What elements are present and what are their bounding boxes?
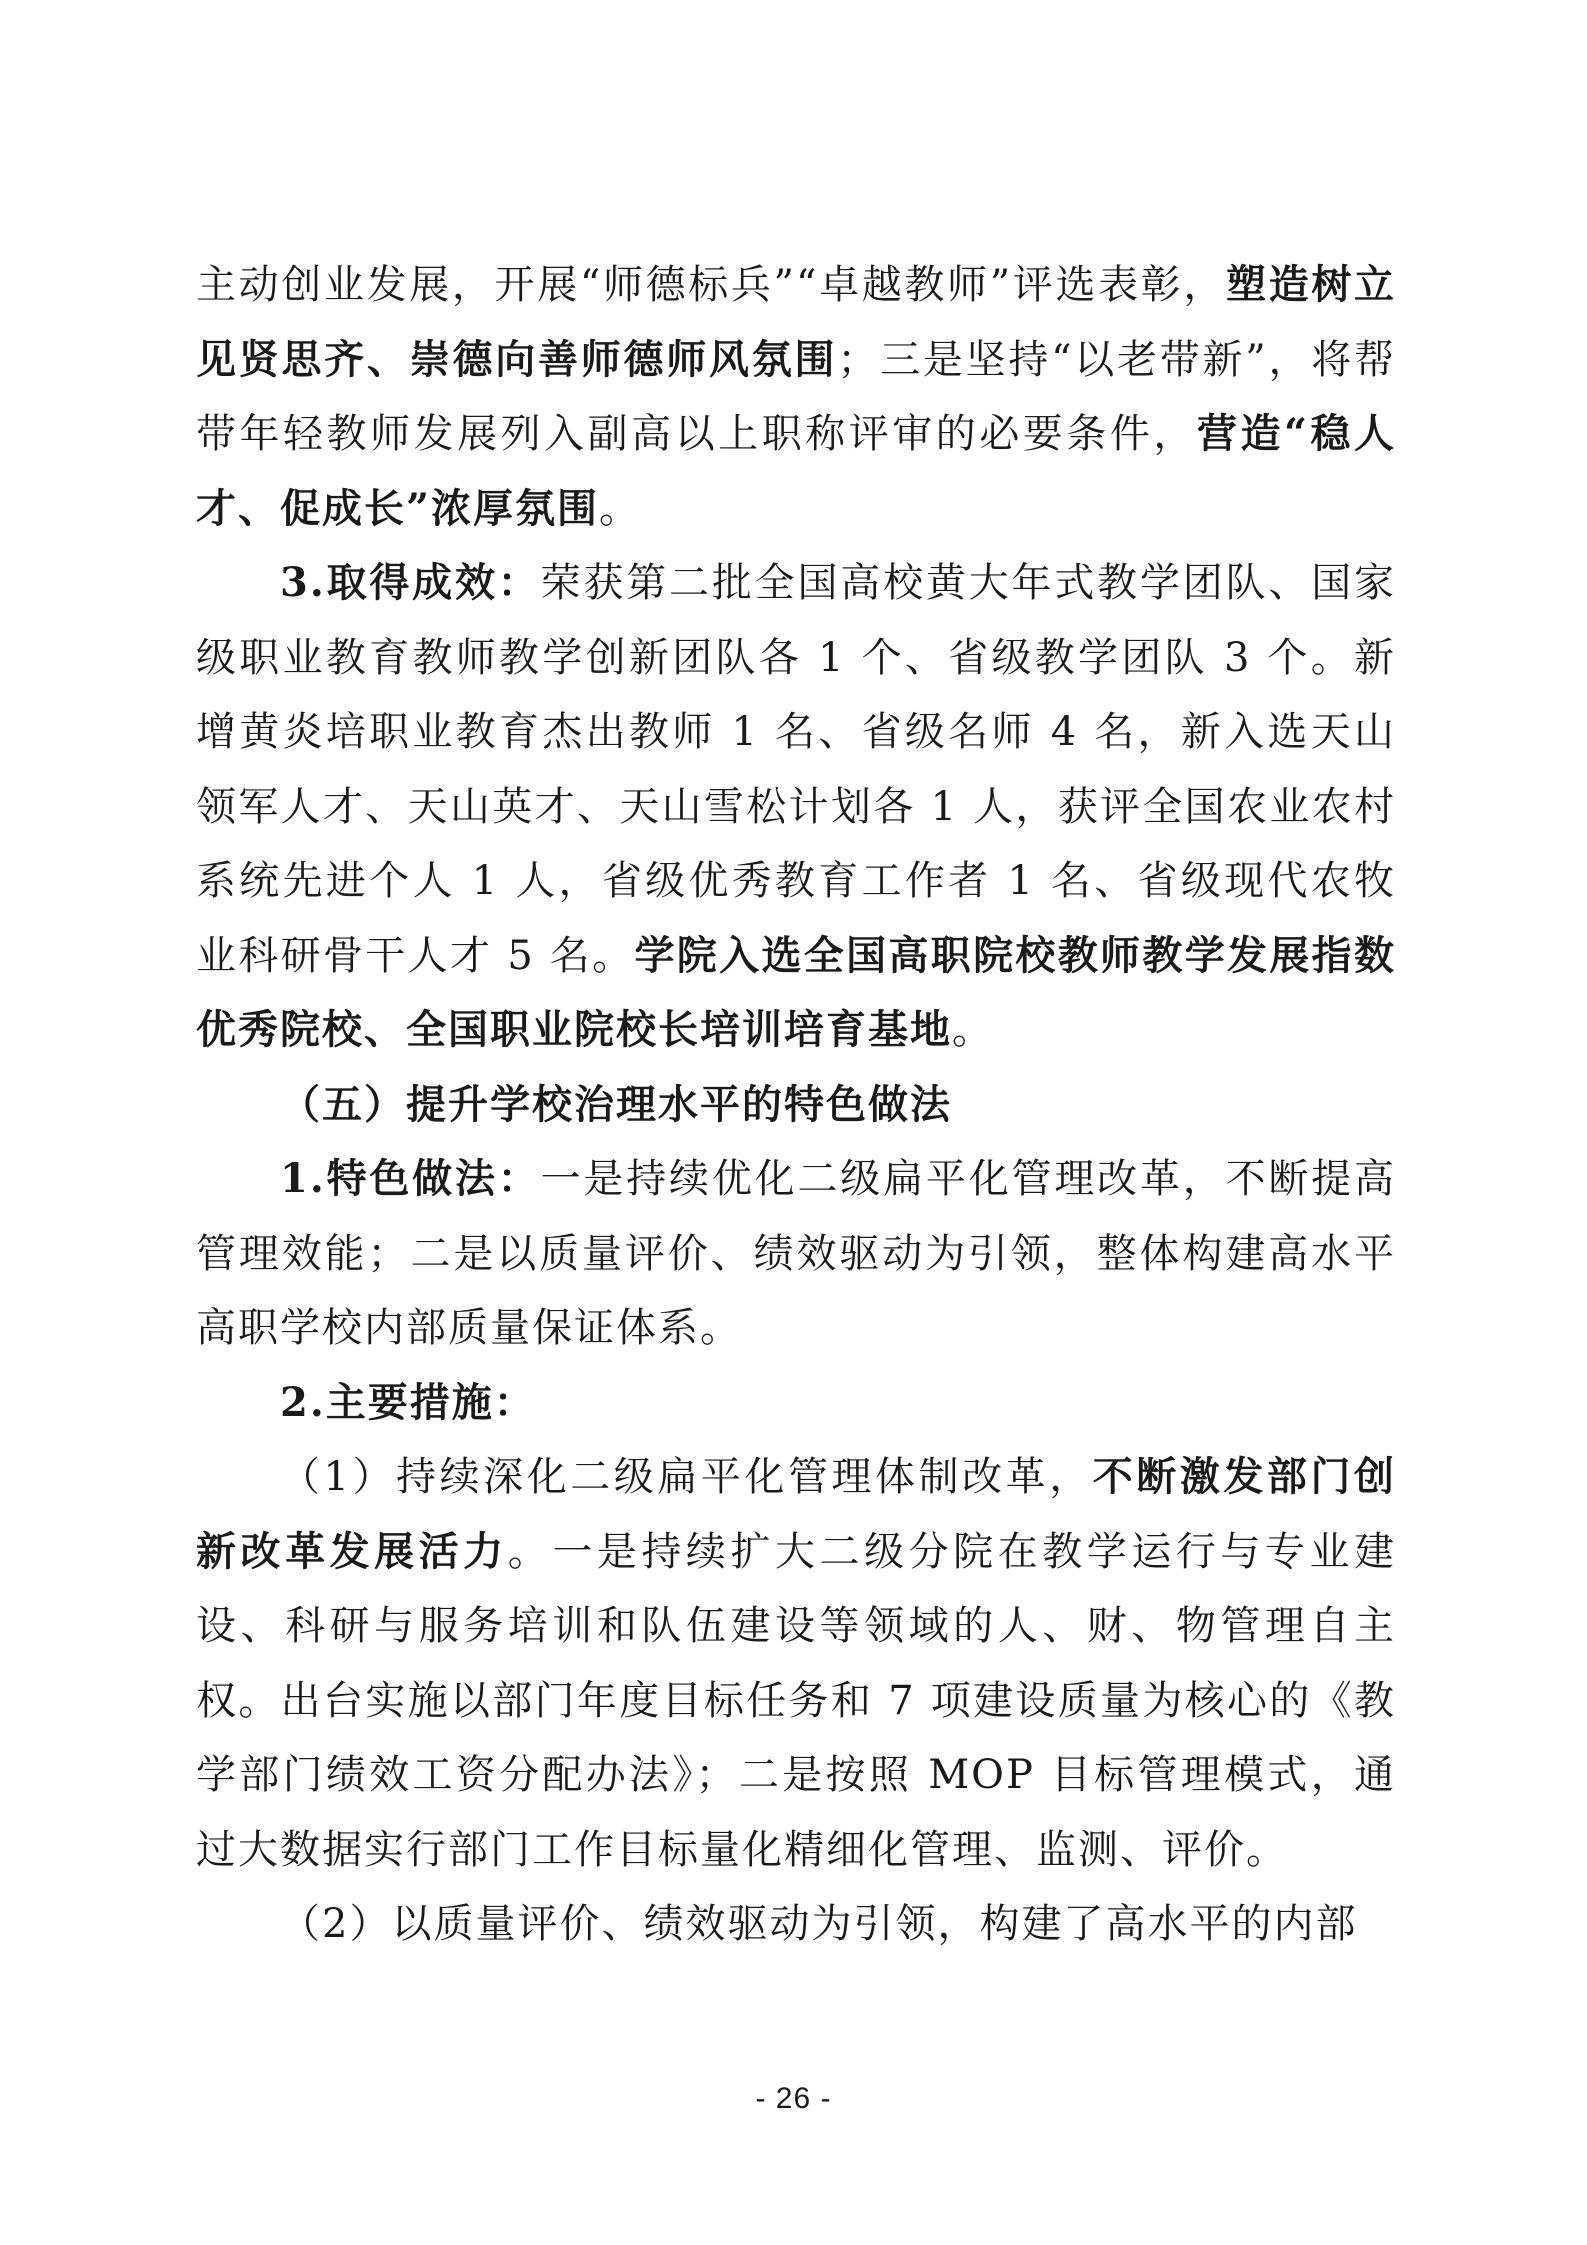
section-heading: （五）提升学校治理水平的特色做法 [280, 1080, 952, 1128]
paragraph-continued [196, 248, 1396, 546]
document-body [196, 248, 1396, 1962]
bold-text-run: 不断激发部门创新改革发展活力 [196, 1453, 1397, 1575]
text-run: 荣获第二批全国高校黄大年式教学团队、国家级职业教育教师教学创新团队各 1 个、省级教学团队 3 个。新增黄炎培职业教育杰出教师 1 名、省级名师 4 名，新入选天山领军人才、天山英才、天山雪松计划各 1 人，获评全国农业农村系统先进个人 1 人，省级优秀教育工作者 1 名、省级现代农牧业科研骨干人才 5 名。 [196, 560, 1397, 979]
page-number: - 26 - [755, 2082, 832, 2115]
bold-text-run: 学院入选全国高职院校教师教学发展指数优秀院校、全国职业院校长培训培育基地 [196, 931, 1396, 1053]
paragraph-measure-2 [196, 1887, 1396, 1962]
text-run: （2）以质量评价、绩效驱动为引领，构建了高水平的内部 [280, 1901, 1358, 1947]
paragraph-label: 2.主要措施： [280, 1378, 536, 1426]
text-run: 。一是持续扩大二级分院在教学运行与专业建设、科研与服务培训和队伍建设等领域的人、财、物管理自主权。出台实施以部门年度目标任务和 7 项建设质量为核心的《教学部门绩效工资分配办法》；二是按照 MOP 目标管理模式，通过大数据实行部门工作目标量化精细化管理、监测、评价。 [196, 1528, 1397, 1873]
paragraph-label: 1.特色做法： [280, 1155, 541, 1202]
paragraph-feature-practice [196, 1142, 1396, 1366]
paragraph-measure-1 [196, 1440, 1396, 1887]
text-run: ；三是坚持“以老带新”，将帮带年轻教师发展列入副高以上职称评审的必要条件， [196, 336, 1397, 457]
paragraph-label: 3.取得成效： [280, 559, 541, 606]
text-run: 主动创业发展，开展“师德标兵”“卓越教师”评选表彰， [196, 262, 1227, 308]
text-run: 。 [952, 1007, 994, 1053]
text-run: 。 [599, 485, 642, 532]
paragraph-main-measures [196, 1366, 1396, 1441]
bold-text-run: 营造“稳人才、促成长”浓厚氛围 [196, 410, 1397, 532]
text-run: （1）持续深化二级扁平化管理体制改革， [280, 1454, 1093, 1500]
text-run: 一是持续优化二级扁平化管理改革，不断提高管理效能；二是以质量评价、绩效驱动为引领，整体构建高水平高职学校内部质量保证体系。 [196, 1156, 1397, 1351]
paragraph-results [196, 546, 1396, 1068]
bold-text-run: 塑造树立见贤思齐、崇德向善师德师风氛围 [196, 261, 1397, 383]
